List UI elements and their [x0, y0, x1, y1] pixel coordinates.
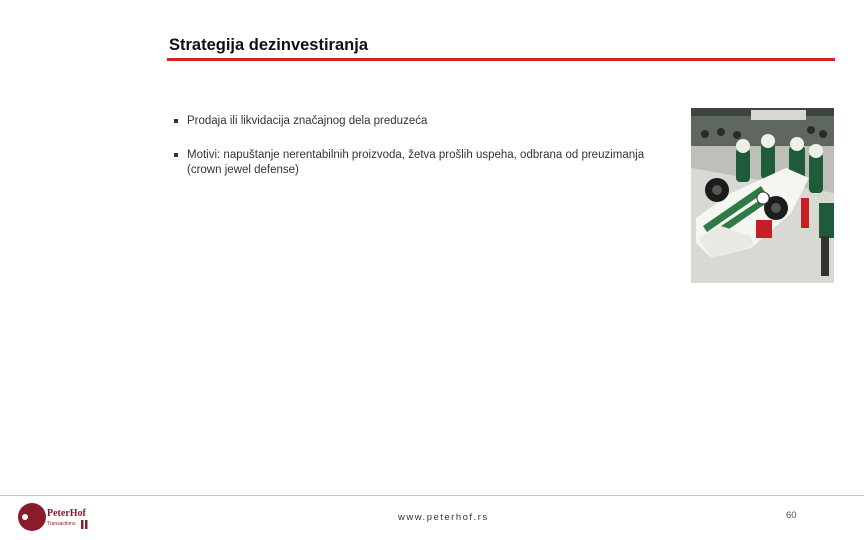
slide-title: Strategija dezinvestiranja — [169, 36, 368, 54]
f1-pit-stop-photo — [691, 108, 834, 283]
square-bullet-icon — [174, 153, 178, 157]
footer-url[interactable]: www.peterhof.rs — [398, 512, 489, 523]
list-item — [174, 114, 674, 129]
bullet-list — [174, 114, 674, 197]
logo-name: PeterHof — [47, 508, 86, 519]
logo-tagline: Transactions — [47, 521, 76, 527]
list-item — [174, 148, 674, 178]
bullet-text: Prodaja ili likvidacija značajnog dela preduzeća — [187, 115, 428, 127]
page-number: 60 — [786, 510, 797, 521]
peterhof-logo-icon — [16, 502, 96, 532]
title-underline — [167, 58, 835, 61]
footer-divider — [0, 495, 864, 496]
bullet-text: Motivi: napuštanje nerentabilnih proizvoda, žetva prošlih uspeha, odbrana od preuzimanja (crown jewel defense) — [187, 149, 645, 176]
square-bullet-icon — [174, 119, 178, 123]
